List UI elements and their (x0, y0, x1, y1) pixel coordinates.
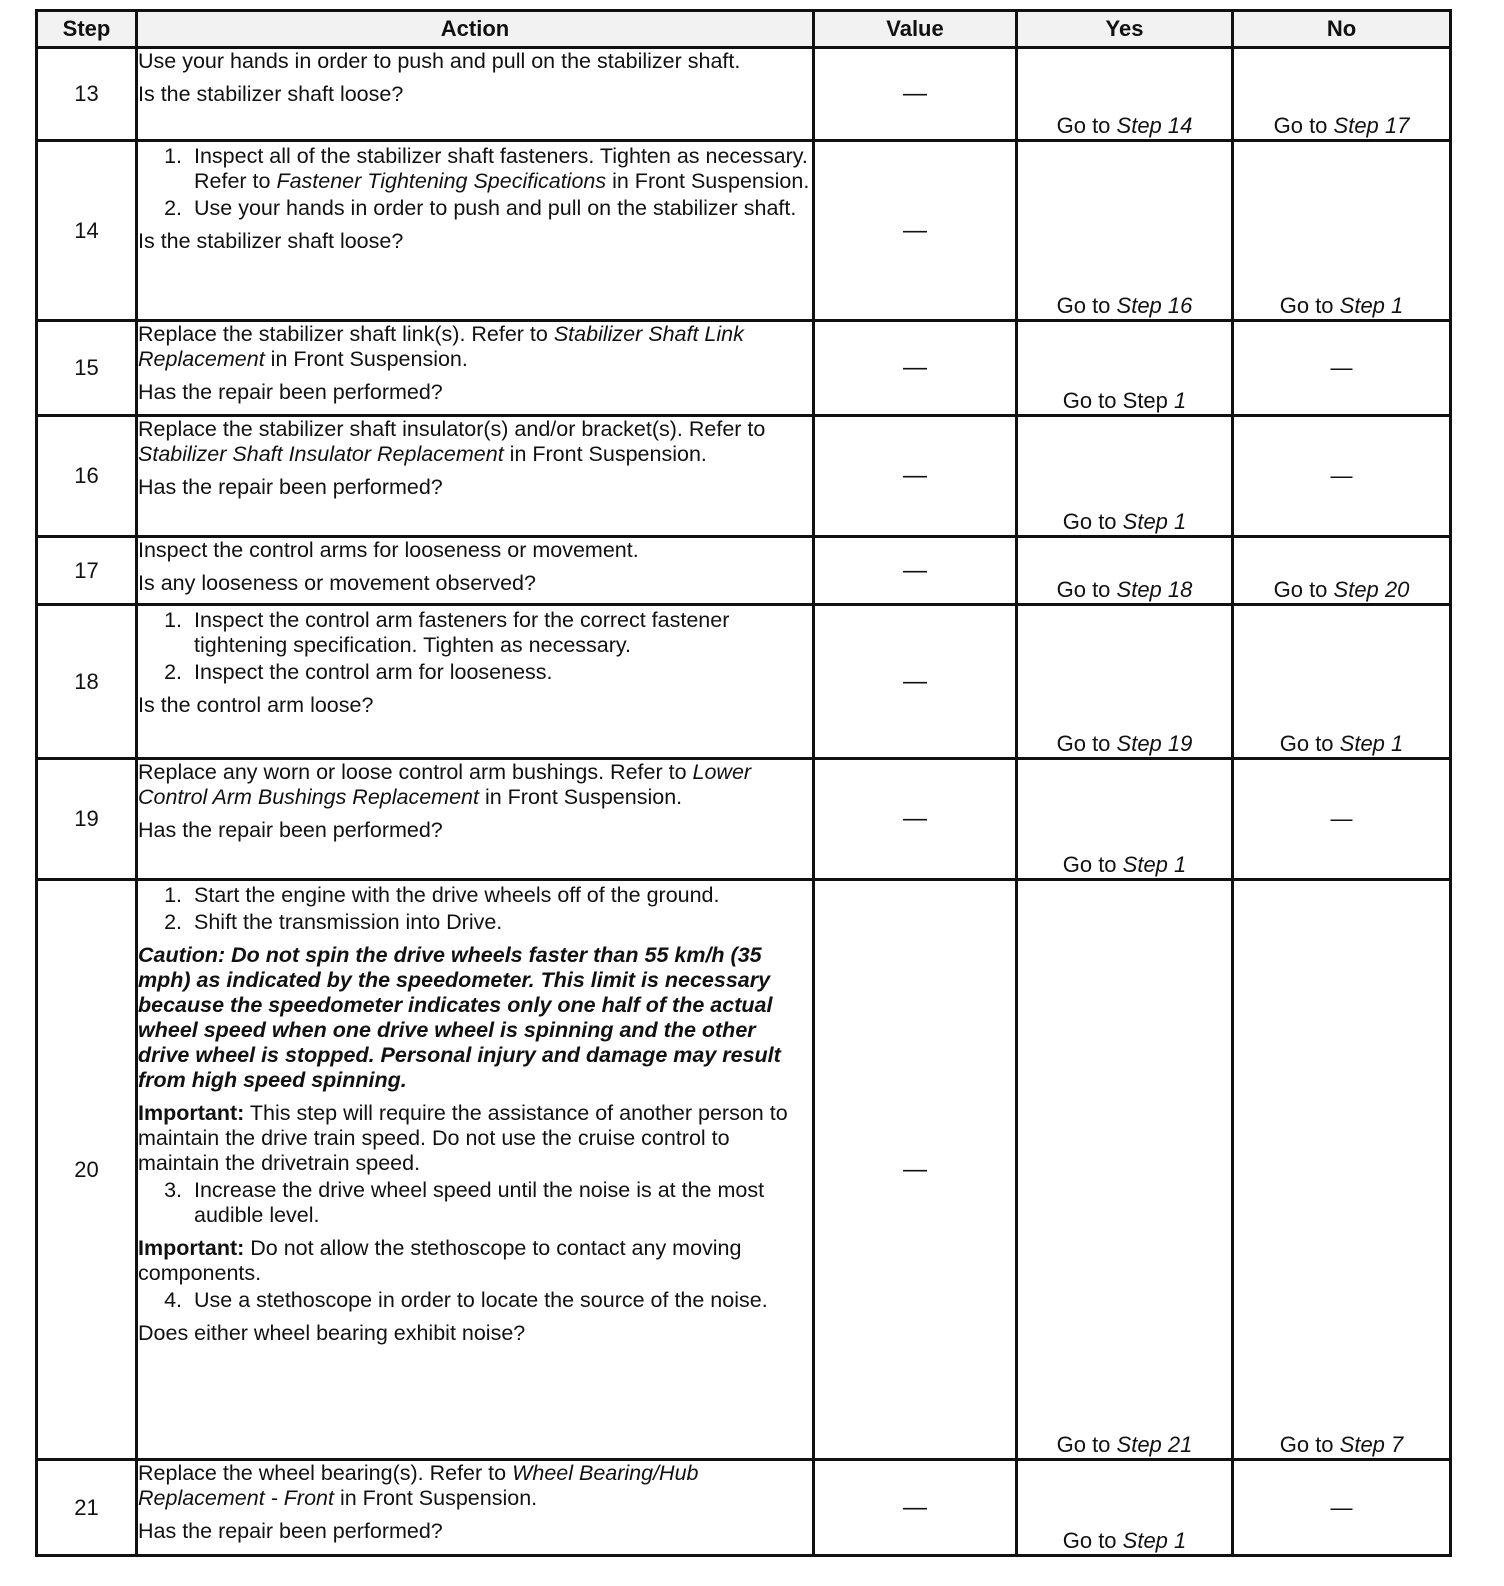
value-cell: — (814, 48, 1017, 141)
header-row (37, 11, 1451, 48)
item-number: 1. (164, 883, 182, 907)
action-cell (137, 416, 814, 537)
action-cell (137, 141, 814, 321)
no-prefix: Go to (1279, 1432, 1340, 1457)
no-cell (1233, 880, 1451, 1460)
table-row (37, 416, 1451, 537)
step-number: 20 (37, 880, 137, 1460)
item-number: 3. (164, 1178, 182, 1202)
no-prefix: Go to (1279, 293, 1340, 318)
action-question: Is the stabilizer shaft loose? (138, 229, 404, 253)
table-row (37, 605, 1451, 759)
value-cell: — (814, 321, 1017, 416)
item-number: 1. (164, 608, 182, 632)
table-row (37, 141, 1451, 321)
list-item (138, 1178, 812, 1228)
reference-link[interactable]: Fastener Tightening Specifications (276, 169, 607, 193)
action-text: Replace the stabilizer shaft insulator(s) and/or bracket(s). Refer to (138, 417, 766, 441)
yes-step-link[interactable]: Step 18 (1116, 577, 1193, 602)
action-text: Use your hands in order to push and pull on the stabilizer shaft. (138, 49, 741, 73)
item-number: 4. (164, 1288, 182, 1312)
no-prefix: Go to (1273, 577, 1334, 602)
table-row (37, 759, 1451, 880)
item-text: Use your hands in order to push and pull on the stabilizer shaft. (194, 196, 797, 220)
no-cell: — (1233, 416, 1451, 537)
action-cell (137, 759, 814, 880)
item-number: 2. (164, 910, 182, 934)
no-cell (1233, 537, 1451, 605)
list-item (138, 910, 812, 935)
action-question: Does either wheel bearing exhibit noise? (138, 1321, 526, 1345)
step-number: 19 (37, 759, 137, 880)
list-item (138, 1288, 812, 1313)
yes-step-link[interactable]: Step 14 (1116, 113, 1193, 138)
table-row (37, 1460, 1451, 1556)
value-cell: — (814, 537, 1017, 605)
yes-cell (1017, 416, 1233, 537)
header-action: Action (137, 11, 814, 48)
list-item (138, 660, 812, 685)
no-cell (1233, 605, 1451, 759)
action-text: Inspect the control arms for looseness or movement. (138, 538, 639, 562)
action-question: Is the control arm loose? (138, 693, 374, 717)
caution-note: Caution: Do not spin the drive wheels faster than 55 km/h (35 mph) as indicated by the speedometer. This limit is necessary because the speedometer indicates only one half of the actual wheel speed when one drive wheel is spinning and the other drive wheel is stopped. Personal injury and damage may result from high speed spinning. (138, 943, 781, 1092)
item-text: in Front Suspension. (606, 169, 810, 193)
item-text: Increase the drive wheel speed until the noise is at the most audible level. (194, 1178, 765, 1227)
action-question: Has the repair been performed? (138, 1519, 443, 1543)
table-row (37, 48, 1451, 141)
item-text: Shift the transmission into Drive. (194, 910, 503, 934)
item-number: 1. (164, 144, 182, 168)
table-row (37, 880, 1451, 1460)
yes-step-link[interactable]: Step 1 (1122, 509, 1187, 534)
value-cell: — (814, 141, 1017, 321)
step-number: 14 (37, 141, 137, 321)
value-cell: — (814, 880, 1017, 1460)
item-text: Use a stethoscope in order to locate the source of the noise. (194, 1288, 768, 1312)
step-number: 21 (37, 1460, 137, 1556)
yes-step-link[interactable]: 1 (1174, 388, 1187, 413)
yes-prefix: Go to (1056, 577, 1117, 602)
yes-prefix: Go to (1056, 113, 1117, 138)
no-step-link[interactable]: Step 1 (1339, 293, 1404, 318)
yes-step-link[interactable]: Step 21 (1116, 1432, 1193, 1457)
no-cell: — (1233, 1460, 1451, 1556)
important-text: Do not allow the stethoscope to contact any moving components. (138, 1236, 742, 1285)
step-number: 18 (37, 605, 137, 759)
item-number: 2. (164, 660, 182, 684)
item-number: 2. (164, 196, 182, 220)
list-item (138, 144, 812, 194)
no-prefix: Go to (1273, 113, 1334, 138)
diagnostic-table (35, 9, 1452, 1557)
item-text: Inspect all of the stabilizer shaft fasteners. Tighten as necessary. Refer to (194, 144, 808, 193)
item-text: Start the engine with the drive wheels off of the ground. (194, 883, 720, 907)
yes-cell (1017, 1460, 1233, 1556)
action-question: Is any looseness or movement observed? (138, 571, 536, 595)
header-step: Step (37, 11, 137, 48)
yes-cell (1017, 537, 1233, 605)
important-label: Important: (138, 1236, 245, 1260)
action-text: in Front Suspension. (333, 1486, 538, 1510)
yes-prefix: Go to (1062, 509, 1123, 534)
yes-cell (1017, 141, 1233, 321)
table-row (37, 537, 1451, 605)
header-yes: Yes (1017, 11, 1233, 48)
value-cell: — (814, 759, 1017, 880)
yes-step-link[interactable]: Step 1 (1122, 852, 1187, 877)
yes-prefix: Go to (1056, 1432, 1117, 1457)
action-cell (137, 537, 814, 605)
no-cell: — (1233, 321, 1451, 416)
action-text: in Front Suspension. (503, 442, 707, 466)
no-step-link[interactable]: Step 7 (1339, 1432, 1404, 1457)
step-number: 13 (37, 48, 137, 141)
value-cell: — (814, 1460, 1017, 1556)
action-cell (137, 321, 814, 416)
reference-link[interactable]: Stabilizer Shaft Insulator Replacement (138, 442, 504, 466)
yes-cell (1017, 321, 1233, 416)
step-number: 17 (37, 537, 137, 605)
action-text: in Front Suspension. (478, 785, 683, 809)
yes-prefix: Go to (1056, 731, 1117, 756)
yes-prefix: Go to (1056, 293, 1117, 318)
no-prefix: Go to (1279, 731, 1340, 756)
yes-cell (1017, 880, 1233, 1460)
table-row (37, 321, 1451, 416)
yes-prefix: Go to Step (1062, 388, 1175, 413)
action-question: Has the repair been performed? (138, 475, 443, 499)
action-question: Has the repair been performed? (138, 380, 443, 404)
yes-step-link[interactable]: Step 16 (1116, 293, 1193, 318)
no-step-link[interactable]: Step 17 (1333, 113, 1410, 138)
list-item (138, 883, 812, 908)
action-text: in Front Suspension. (264, 347, 468, 371)
no-cell: — (1233, 759, 1451, 880)
no-step-link[interactable]: Step 20 (1333, 577, 1410, 602)
value-cell: — (814, 605, 1017, 759)
yes-cell (1017, 48, 1233, 141)
action-question: Has the repair been performed? (138, 818, 443, 842)
action-question: Is the stabilizer shaft loose? (138, 82, 404, 106)
action-cell (137, 1460, 814, 1556)
yes-cell (1017, 759, 1233, 880)
action-cell (137, 605, 814, 759)
action-cell (137, 880, 814, 1460)
yes-cell (1017, 605, 1233, 759)
important-text: This step will require the assistance of another person to maintain the drive train speed. Do not use the cruise control to maintain the drivetrain speed. (138, 1101, 788, 1175)
yes-step-link[interactable]: Step 1 (1122, 1528, 1187, 1553)
header-no: No (1233, 11, 1451, 48)
action-text: Replace the wheel bearing(s). Refer to (138, 1461, 513, 1485)
yes-prefix: Go to (1062, 1528, 1123, 1553)
important-note (138, 1236, 812, 1286)
step-number: 15 (37, 321, 137, 416)
action-text: Replace any worn or loose control arm bushings. Refer to (138, 760, 693, 784)
no-step-link[interactable]: Step 1 (1339, 731, 1404, 756)
list-item (138, 608, 812, 658)
item-text: Inspect the control arm fasteners for the correct fastener tightening specification. Tighten as necessary. (194, 608, 730, 657)
action-text: Replace the stabilizer shaft link(s). Refer to (138, 322, 554, 346)
reference-link[interactable]: Lower Control Arm Bushings Replacement (138, 760, 752, 809)
important-note (138, 1101, 812, 1176)
list-item (138, 196, 812, 221)
yes-step-link[interactable]: Step 19 (1116, 731, 1193, 756)
important-label: Important: (138, 1101, 245, 1125)
reference-link[interactable]: Stabilizer Shaft Link Replacement (138, 322, 744, 371)
no-cell (1233, 48, 1451, 141)
item-text: Inspect the control arm for looseness. (194, 660, 553, 684)
reference-link[interactable]: Wheel Bearing/Hub Replacement - Front (138, 1461, 699, 1510)
step-number: 16 (37, 416, 137, 537)
value-cell: — (814, 416, 1017, 537)
no-cell (1233, 141, 1451, 321)
action-cell (137, 48, 814, 141)
header-value: Value (814, 11, 1017, 48)
yes-prefix: Go to (1062, 852, 1123, 877)
